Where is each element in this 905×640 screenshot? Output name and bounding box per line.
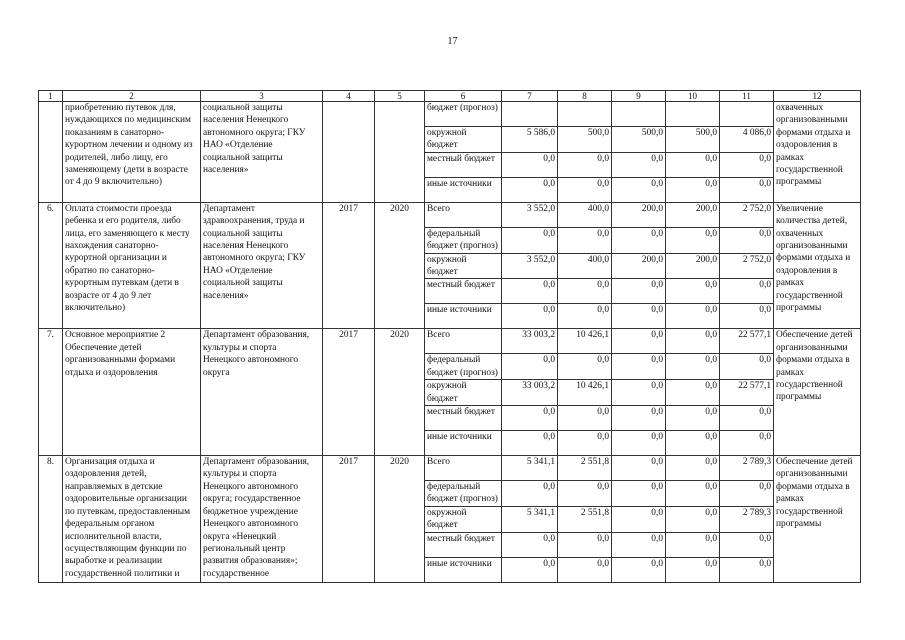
amount-total: 0,0: [502, 354, 558, 380]
amount-year-3: 0,0: [666, 354, 720, 380]
amount-total: 33 003,2: [502, 329, 558, 354]
amount-year-4: 4 086,0: [720, 127, 774, 153]
amount-year-4: 0,0: [720, 532, 774, 557]
amount-year-3: 0,0: [666, 406, 720, 431]
amount-total: 5 341,1: [502, 456, 558, 481]
amount-total: [502, 102, 558, 127]
amount-year-1: 0,0: [558, 431, 612, 456]
amount-total: 0,0: [502, 227, 558, 253]
start-year: 2017: [323, 329, 375, 456]
amount-year-4: 0,0: [720, 406, 774, 431]
amount-year-3: 0,0: [666, 152, 720, 177]
amount-year-3: 0,0: [666, 177, 720, 202]
funding-source: иные источники: [425, 304, 502, 329]
amount-year-4: 2 789,3: [720, 456, 774, 481]
page-number: 17: [447, 36, 458, 47]
column-number-row: [39, 91, 861, 102]
program-table: [38, 90, 861, 583]
amount-total: 0,0: [502, 279, 558, 304]
amount-total: 0,0: [502, 557, 558, 582]
amount-year-2: 0,0: [612, 456, 666, 481]
funding-source: окружной бюджет: [425, 380, 502, 406]
amount-year-4: 0,0: [720, 279, 774, 304]
amount-year-3: 0,0: [666, 380, 720, 406]
amount-year-1: 2 551,8: [558, 506, 612, 532]
amount-year-4: 0,0: [720, 304, 774, 329]
funding-source: Всего: [425, 202, 502, 227]
amount-year-3: 0,0: [666, 279, 720, 304]
column-number: 7: [502, 91, 558, 102]
column-number: 11: [720, 91, 774, 102]
column-number: 12: [774, 91, 861, 102]
amount-year-1: 400,0: [558, 253, 612, 279]
table-row: [39, 329, 861, 354]
amount-year-1: 10 426,1: [558, 380, 612, 406]
amount-year-1: 0,0: [558, 532, 612, 557]
amount-total: 33 003,2: [502, 380, 558, 406]
amount-year-3: 0,0: [666, 532, 720, 557]
row-number: 6.: [39, 202, 63, 329]
amount-year-1: 0,0: [558, 279, 612, 304]
funding-source: бюджет (прогноз): [425, 102, 502, 127]
executor: Департамент образования, культуры и спорта Ненецкого автономного округа: [201, 329, 323, 456]
amount-year-1: 0,0: [558, 227, 612, 253]
funding-source: окружной бюджет: [425, 253, 502, 279]
end-year: 2020: [375, 456, 425, 583]
executor: Департамент здравоохранения, труда и социальной защиты населения Ненецкого автономного округа; ГКУ НАО «Отделение социальной защиты населения»: [201, 202, 323, 329]
funding-source: местный бюджет: [425, 406, 502, 431]
row-number: 8.: [39, 456, 63, 583]
amount-year-1: 0,0: [558, 354, 612, 380]
table-row: [39, 456, 861, 481]
amount-year-1: 0,0: [558, 177, 612, 202]
row-number: [39, 102, 63, 203]
amount-year-3: [666, 102, 720, 127]
start-year: [323, 102, 375, 203]
funding-source: окружной бюджет: [425, 127, 502, 153]
funding-source: федеральный бюджет (прогноз): [425, 354, 502, 380]
column-number: 5: [375, 91, 425, 102]
amount-total: 0,0: [502, 431, 558, 456]
amount-year-4: 0,0: [720, 481, 774, 507]
end-year: 2020: [375, 202, 425, 329]
amount-year-2: 0,0: [612, 406, 666, 431]
executor: Департамент образования, культуры и спорта Ненецкого автономного округа; государственное бюджетное учреждение Ненецкого автономного округа «Ненецкий региональный центр развития образования»; государственное: [201, 456, 323, 583]
amount-year-3: 0,0: [666, 481, 720, 507]
amount-year-3: 200,0: [666, 202, 720, 227]
amount-year-1: 500,0: [558, 127, 612, 153]
amount-year-3: 200,0: [666, 253, 720, 279]
amount-year-1: 0,0: [558, 557, 612, 582]
amount-year-2: 0,0: [612, 557, 666, 582]
funding-source: местный бюджет: [425, 279, 502, 304]
expected-result: Увеличение количества детей, охваченных организованными формами отдыха и оздоровления в рамках государственной программы: [774, 202, 861, 329]
funding-source: местный бюджет: [425, 152, 502, 177]
amount-year-4: 0,0: [720, 227, 774, 253]
column-number: 3: [201, 91, 323, 102]
table-row: [39, 102, 861, 127]
amount-year-2: [612, 102, 666, 127]
amount-year-3: 0,0: [666, 329, 720, 354]
amount-year-3: 0,0: [666, 557, 720, 582]
measure-name: Оплата стоимости проезда ребенка и его родителя, либо лица, его заменяющего к месту нахождения санаторно-курортной организации и обратно по санаторно-курортным путевкам (дети в возрасте от 4 до 9 лет включительно): [63, 202, 201, 329]
amount-year-3: 0,0: [666, 456, 720, 481]
amount-year-1: 0,0: [558, 152, 612, 177]
amount-year-2: 0,0: [612, 380, 666, 406]
amount-year-4: [720, 102, 774, 127]
column-number: 6: [425, 91, 502, 102]
amount-year-2: 0,0: [612, 431, 666, 456]
table-body: [39, 102, 861, 583]
amount-year-1: 2 551,8: [558, 456, 612, 481]
column-number: 2: [63, 91, 201, 102]
funding-source: федеральный бюджет (прогноз): [425, 227, 502, 253]
amount-year-1: 400,0: [558, 202, 612, 227]
amount-year-4: 0,0: [720, 177, 774, 202]
funding-source: иные источники: [425, 177, 502, 202]
amount-year-4: 0,0: [720, 152, 774, 177]
amount-year-4: 2 789,3: [720, 506, 774, 532]
amount-year-3: 500,0: [666, 127, 720, 153]
funding-source: Всего: [425, 456, 502, 481]
amount-year-4: 0,0: [720, 557, 774, 582]
amount-year-1: 0,0: [558, 406, 612, 431]
measure-name: приобретению путевок для, нуждающихся по медицинским показаниям в санаторно-курортном лечении и одному из родителей, либо лицу, его заменяющему (дети в возрасте от 4 до 9 включительно): [63, 102, 201, 203]
amount-year-2: 0,0: [612, 481, 666, 507]
column-number: 1: [39, 91, 63, 102]
amount-year-2: 200,0: [612, 202, 666, 227]
amount-year-3: 0,0: [666, 304, 720, 329]
executor: социальной защиты населения Ненецкого автономного округа; ГКУ НАО «Отделение социальной защиты населения»: [201, 102, 323, 203]
amount-year-1: 0,0: [558, 304, 612, 329]
amount-year-4: 0,0: [720, 431, 774, 456]
amount-year-2: 0,0: [612, 152, 666, 177]
amount-year-2: 0,0: [612, 354, 666, 380]
end-year: [375, 102, 425, 203]
funding-source: иные источники: [425, 431, 502, 456]
column-number: 4: [323, 91, 375, 102]
table-row: [39, 202, 861, 227]
row-number: 7.: [39, 329, 63, 456]
amount-total: 3 552,0: [502, 202, 558, 227]
amount-year-3: 0,0: [666, 431, 720, 456]
amount-year-1: 0,0: [558, 481, 612, 507]
amount-year-2: 0,0: [612, 227, 666, 253]
expected-result: Обеспечение детей организованными формами отдыха в рамках государственной программы: [774, 456, 861, 583]
expected-result: охваченных организованными формами отдыха и оздоровления в рамках государственной программы: [774, 102, 861, 203]
amount-year-4: 0,0: [720, 354, 774, 380]
funding-source: федеральный бюджет (прогноз): [425, 481, 502, 507]
amount-total: 0,0: [502, 481, 558, 507]
column-number: 9: [612, 91, 666, 102]
amount-year-2: 0,0: [612, 329, 666, 354]
column-number: 10: [666, 91, 720, 102]
amount-total: 0,0: [502, 152, 558, 177]
amount-year-1: [558, 102, 612, 127]
funding-source: окружной бюджет: [425, 506, 502, 532]
amount-year-4: 2 752,0: [720, 202, 774, 227]
measure-name: Основное мероприятие 2 Обеспечение детей организованными формами отдыха и оздоровления: [63, 329, 201, 456]
amount-year-4: 2 752,0: [720, 253, 774, 279]
amount-year-2: 200,0: [612, 253, 666, 279]
amount-total: 0,0: [502, 304, 558, 329]
funding-source: иные источники: [425, 557, 502, 582]
amount-year-1: 10 426,1: [558, 329, 612, 354]
amount-year-2: 0,0: [612, 279, 666, 304]
start-year: 2017: [323, 456, 375, 583]
start-year: 2017: [323, 202, 375, 329]
funding-source: Всего: [425, 329, 502, 354]
amount-year-3: 0,0: [666, 506, 720, 532]
amount-year-3: 0,0: [666, 227, 720, 253]
measure-name: Организация отдыха и оздоровления детей, направляемых в детские оздоровительные организации по путевкам, предоставленным федеральным органом исполнительной власти, осуществляющим функции по выработке и реализации государственной политики и: [63, 456, 201, 583]
expected-result: Обеспечение детей организованными формами отдыха в рамках государственной программы: [774, 329, 861, 456]
amount-year-4: 22 577,1: [720, 329, 774, 354]
amount-total: 5 586,0: [502, 127, 558, 153]
column-number: 8: [558, 91, 612, 102]
amount-total: 0,0: [502, 406, 558, 431]
amount-year-2: 0,0: [612, 506, 666, 532]
end-year: 2020: [375, 329, 425, 456]
amount-total: 0,0: [502, 177, 558, 202]
amount-total: 0,0: [502, 532, 558, 557]
amount-year-4: 22 577,1: [720, 380, 774, 406]
amount-year-2: 500,0: [612, 127, 666, 153]
amount-year-2: 0,0: [612, 304, 666, 329]
amount-total: 3 552,0: [502, 253, 558, 279]
amount-year-2: 0,0: [612, 177, 666, 202]
amount-year-2: 0,0: [612, 532, 666, 557]
funding-source: местный бюджет: [425, 532, 502, 557]
amount-total: 5 341,1: [502, 506, 558, 532]
